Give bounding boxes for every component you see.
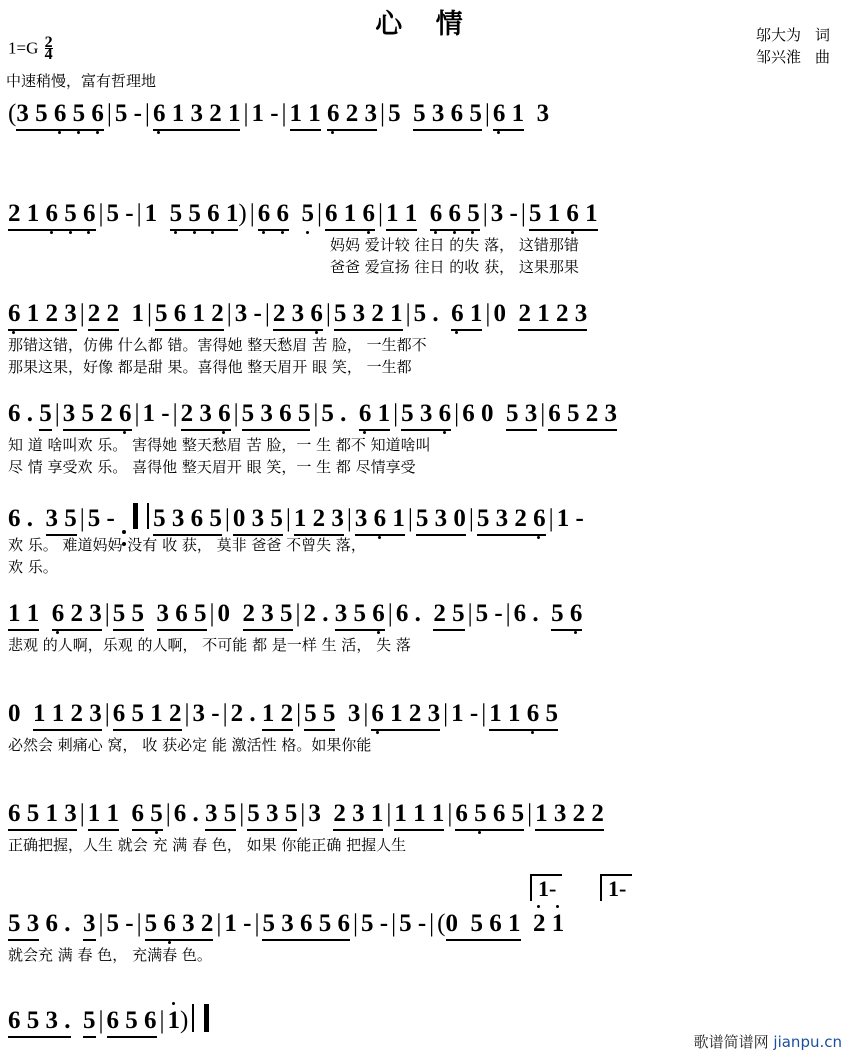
lyricist-name: 邬大为 <box>755 26 801 44</box>
note-row: 6 . 5 | 3 5 2 6 | 1 - | 2 3 6 | 5 3 6 5 | 5 . 6 1 | 5 3 6 | 6 0 5 3 | 6 5 2 3 <box>0 400 850 434</box>
note-row: 2 1 6 5 6 | 5 - | 1 5 5 6 1) | 6 6 5 | 6 1 6 | 1 1 6 6 5 | 3 - | 5 1 6 1 <box>0 200 850 234</box>
note-row: (3 5 6 5 6 | 5 - | 6 1 3 2 1 | 1 - | 1 1 6 2 3 | 5 5 3 6 5 | 6 1 3 <box>0 100 850 134</box>
lyric-row-1: 妈妈 爱计较 往日 的失 落， 这错那错 <box>330 236 579 254</box>
lyric-row-1 <box>0 134 850 156</box>
note-row: 6 1 2 3 | 2 2 1 | 5 6 1 2 | 3 - | 2 3 6 | 5 3 2 1 | 5 . 6 1 | 0 2 1 2 3 <box>0 300 850 334</box>
key-label: 1=G <box>8 38 39 58</box>
final-barline <box>192 1004 209 1032</box>
lyric-row-1: 悲观 的人啊，乐观 的人啊， 不可能 都 是一样 生 活， 失 落 <box>8 636 411 654</box>
tempo-marking: 中速稍慢，富有哲理地 <box>6 72 157 90</box>
system-6 <box>0 600 850 656</box>
lyric-row-1: 正确把握，人生 就会 充 满 春 色， 如果 你能正确 把握人生 <box>8 836 407 854</box>
system-10 <box>0 1000 850 1034</box>
note-row: 1 1 6 2 3 | 5 5 3 6 5 | 0 2 3 5 | 2 . 3 5 6 | 6 . 2 5 | 5 - | 6 . 5 6 <box>0 600 850 634</box>
lyricist-role: 词 <box>814 26 830 44</box>
lyric-row-2: 欢 乐。 <box>8 558 58 576</box>
time-signature-numerator: 2 <box>44 34 53 51</box>
lyric-row-2: 尽 情 享受欢 乐。 喜得他 整天眉开 眼 笑，一 生 都 尽情享受 <box>8 458 416 476</box>
system-8 <box>0 800 850 856</box>
lyric-row-1: 欢 乐。 难道妈妈 没有 收 获， 莫非 爸爸 不曾失 落， <box>8 536 366 554</box>
system-4 <box>0 400 850 478</box>
time-signature <box>44 34 53 63</box>
composer-role: 曲 <box>814 48 830 66</box>
credits <box>756 24 830 68</box>
note-row: 0 1 1 2 3 | 6 5 1 2 | 3 - | 2 . 1 2 | 5 5 3 | 6 1 2 3 | 1 - | 1 1 6 5 <box>0 700 850 734</box>
system-1 <box>0 100 850 156</box>
system-5 <box>0 500 850 578</box>
system-2 <box>0 200 850 278</box>
lyric-row-1: 就会充 满 春 色， 充满春 色。 <box>8 946 212 964</box>
note-row: 6 5 3 . 5 | 6 5 6 | 1) <box>0 1000 850 1034</box>
note-row: 5 3 6 . 3 | 5 - | 5 6 3 2 | 1 - | 5 3 6 5 6 | 5 - | 5 - | (0 5 6 1 2 1 <box>0 910 850 944</box>
system-9 <box>0 910 850 966</box>
lyric-row-1: 必然会 刺痛心 窝， 收 获必定 能 激活性 格。如果你能 <box>8 736 372 754</box>
lyric-row-2: 爸爸 爱宣扬 往日 的收 获， 这果那果 <box>330 258 579 276</box>
ending-second: 1- <box>600 876 632 902</box>
note-row: 6 . 3 5 | 5 - 5 3 6 5 | 0 3 5 | 1 2 3 | 3 6 1 | 5 3 0 | 5 3 2 6 | 1 - <box>0 500 850 534</box>
composer-name: 邹兴淮 <box>755 48 801 66</box>
watermark <box>694 1031 842 1052</box>
note-row: 6 5 1 3 | 1 1 6 5 | 6 . 3 5 | 5 3 5 | 3 2 3 1 | 1 1 1 | 6 5 6 5 | 1 3 2 2 <box>0 800 850 834</box>
lyric-row-1: 知 道 啥叫欢 乐。 害得她 整天愁眉 苦 脸，一 生 都不 知道啥叫 <box>8 436 431 454</box>
watermark-url: jianpu.cn <box>773 1033 842 1051</box>
lyric-row-1: 那错这错，仿佛 什么都 错。害得她 整天愁眉 苦 脸， 一生都不 <box>8 336 427 354</box>
lyric-row-2: 那果这果，好像 都是甜 果。喜得他 整天眉开 眼 笑， 一生都 <box>8 358 412 376</box>
page-title: 心 情 <box>375 9 475 40</box>
system-7 <box>0 700 850 756</box>
ending-first: 1- <box>530 876 562 902</box>
key-signature <box>8 34 53 63</box>
watermark-text: 歌谱简谱网 <box>693 1033 769 1051</box>
repeat-barline <box>133 503 149 529</box>
system-3 <box>0 300 850 378</box>
time-signature-denominator: 4 <box>44 46 53 63</box>
